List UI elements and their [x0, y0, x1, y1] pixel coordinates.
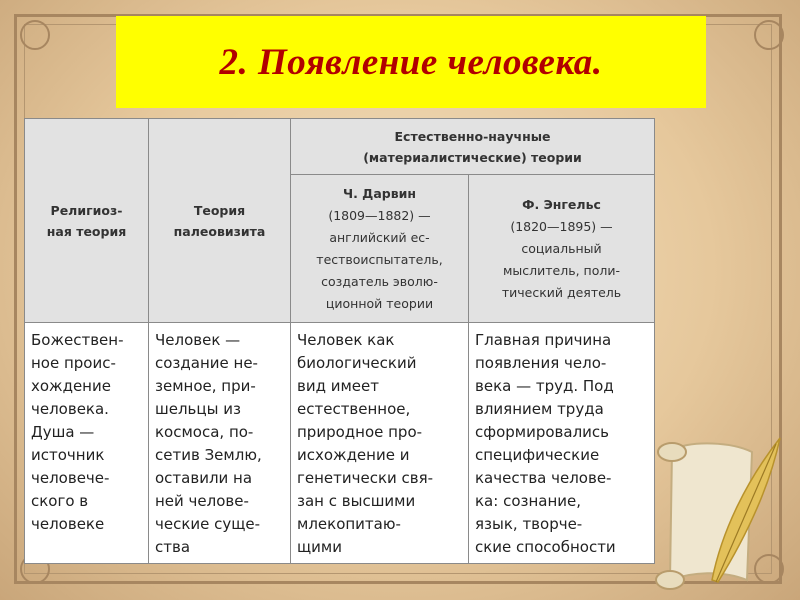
scroll-quill-icon: [652, 430, 792, 595]
header-religious: Религиоз- ная теория: [25, 119, 149, 323]
header-paleovisit: Теория палеовизита: [149, 119, 291, 323]
theories-table: [24, 118, 655, 564]
cell-darwin: Человек как биологический вид имеет естественное, природное про- исхождение и генетически свя- зан с высшими млекопитаю- щими: [291, 323, 469, 564]
header-engels: Ф. Энгельс (1820—1895) — социальный мыслитель, поли- тический деятель: [469, 175, 655, 323]
header-darwin: Ч. Дарвин (1809—1882) — английский ес- тествоиспытатель, создатель эволю- ционной теории: [291, 175, 469, 323]
page-title: 2. Появление человека.: [219, 41, 603, 83]
cell-religious: Божествен- ное проис- хождение человека. Душа — источник человече- ского в человеке: [25, 323, 149, 564]
header-natural-science: Естественно-научные (материалистические) теории: [291, 119, 655, 175]
frame-ornament-icon: [20, 20, 50, 50]
cell-engels: Главная причина появления чело- века — труд. Под влиянием труда сформировались специфические качества челове- ка: сознание, язык, творче- ские способности: [469, 323, 655, 564]
cell-paleovisit: Человек — создание не- земное, при- шельцы из космоса, по- сетив Землю, оставили на ней челове- ческие суще- ства: [149, 323, 291, 564]
frame-ornament-icon: [754, 20, 784, 50]
title-banner: [116, 16, 706, 108]
